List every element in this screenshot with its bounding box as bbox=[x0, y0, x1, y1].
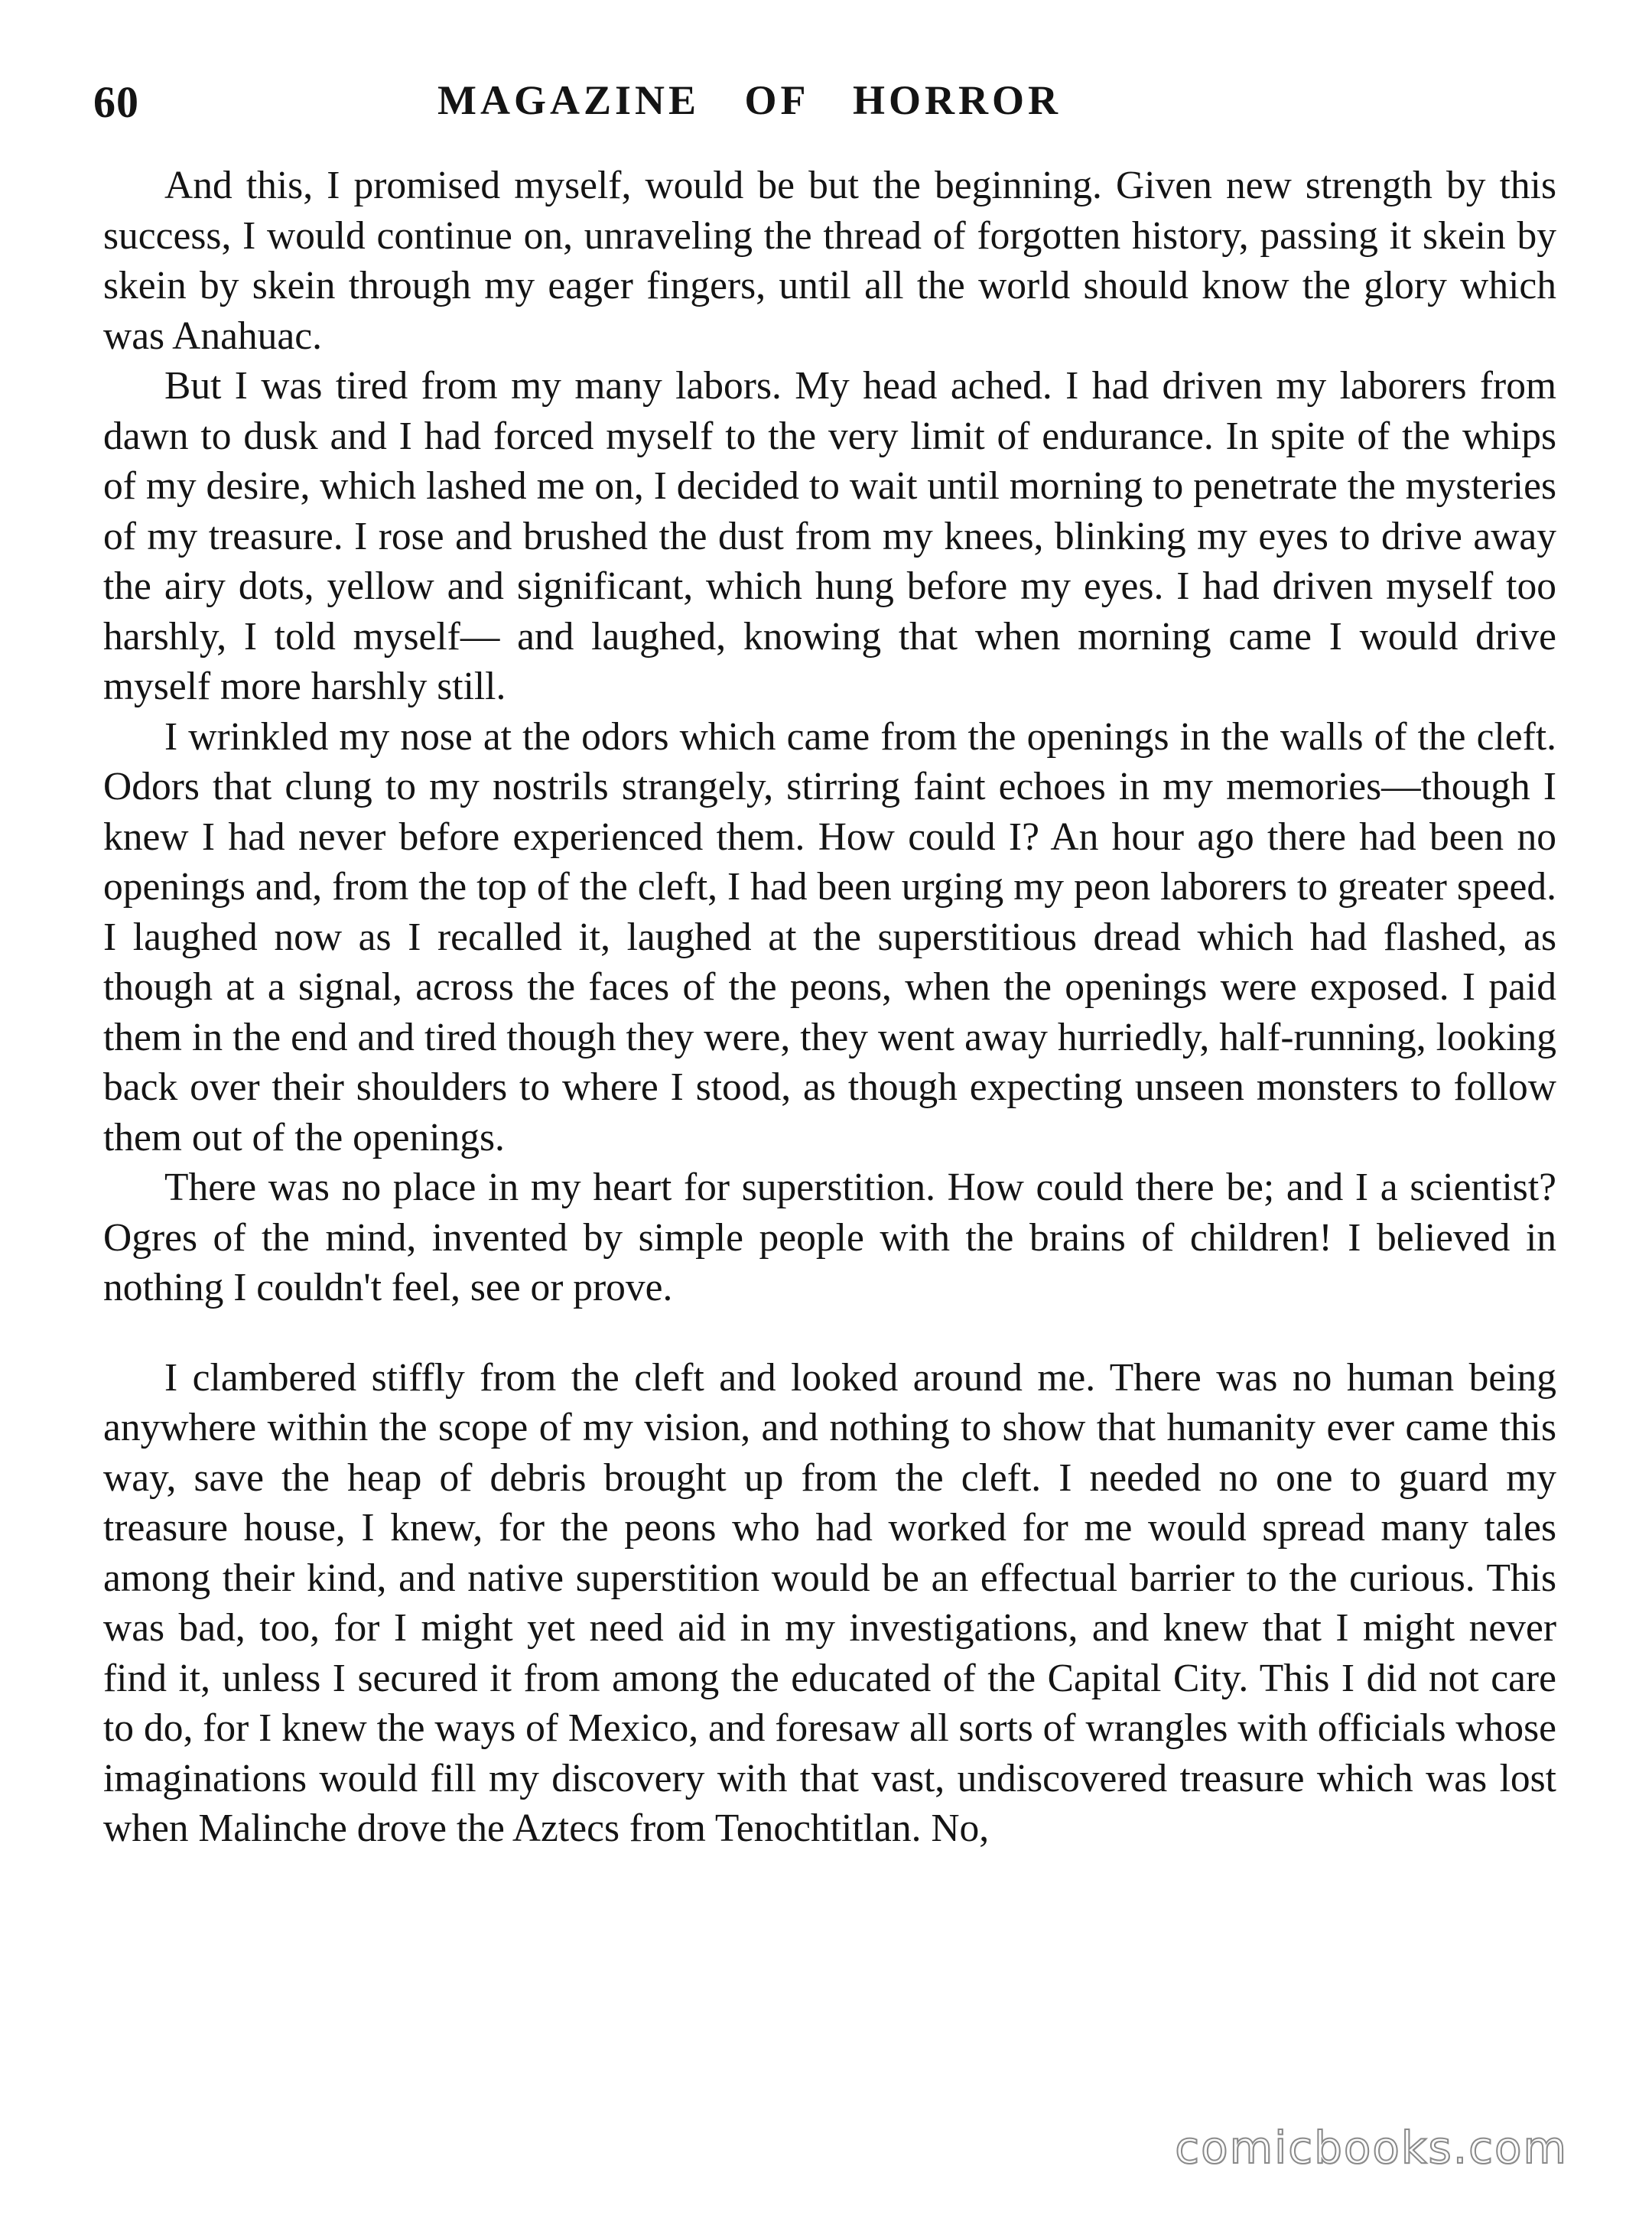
paragraph: I clambered stiffly from the cleft and looked around me. There was no human being anywhere within the scope of my vision, and nothing to show that humanity ever came this way, save the heap of debris brought up from the cleft. I needed no one to guard my treasure house, I knew, for the peons who had worked for me would spread many tales among their kind, and native superstition would be an effectual barrier to the curious. This was bad, too, for I might yet need aid in my investigations, and knew that I might never find it, unless I secured it from among the educated of the Capital City. This I did not care to do, for I knew the ways of Mexico, and foresaw all sorts of wrangles with officials whose imaginations would fill my discovery with that vast, undiscovered treasure which was lost when Malinche drove the Aztecs from Tenochtitlan. No, bbox=[103, 1355, 1556, 1850]
paragraph: I wrinkled my nose at the odors which came from the openings in the walls of the cleft. Odors that clung to my nostrils strangely, stirring faint echoes in my memories—though I knew I had never before experienced them. How could I? An hour ago there had been no openings and, from the top of the cleft, I had been urging my peon laborers to greater speed. I laughed now as I recalled it, laughed at the superstitious dread which had flashed, as though at a signal, across the faces of the peons, when the openings were exposed. I paid them in the end and tired though they were, they went away hurriedly, half-running, looking back over their shoulders to where I stood, as though expecting unseen monsters to follow them out of the openings. bbox=[103, 714, 1556, 1159]
site-watermark: comicbooks.com bbox=[1175, 2122, 1568, 2174]
running-head bbox=[93, 76, 1562, 138]
paragraph: And this, I promised myself, would be but the beginning. Given new strength by this success, I would continue on, unraveling the thread of forgotten history, passing it skein by skein by skein through my eager fingers, until all the world should know the glory which was Anahuac. bbox=[103, 164, 1556, 358]
paragraph: There was no place in my heart for superstition. How could there be; and I a scientist? Ogres of the mind, invented by simple people with the brains of children! I believed in nothing I couldn't feel, see or prove. bbox=[103, 1166, 1556, 1309]
story-text bbox=[103, 161, 1556, 1854]
page-number: 60 bbox=[93, 77, 139, 127]
paragraph: But I was tired from my many labors. My head ached. I had driven my laborers from dawn to dusk and I had forced myself to the very limit of endurance. In spite of the whips of my desire, which lashed me on, I decided to wait until morning to penetrate the mysteries of my treasure. I rose and brushed the dust from my knees, blinking my eyes to drive away the airy dots, yellow and significant, which hung before my eyes. I had driven myself too harshly, I told myself— and laughed, knowing that when morning came I would drive myself more harshly still. bbox=[103, 364, 1556, 708]
magazine-title: MAGAZINE OF HORROR bbox=[437, 77, 1062, 123]
